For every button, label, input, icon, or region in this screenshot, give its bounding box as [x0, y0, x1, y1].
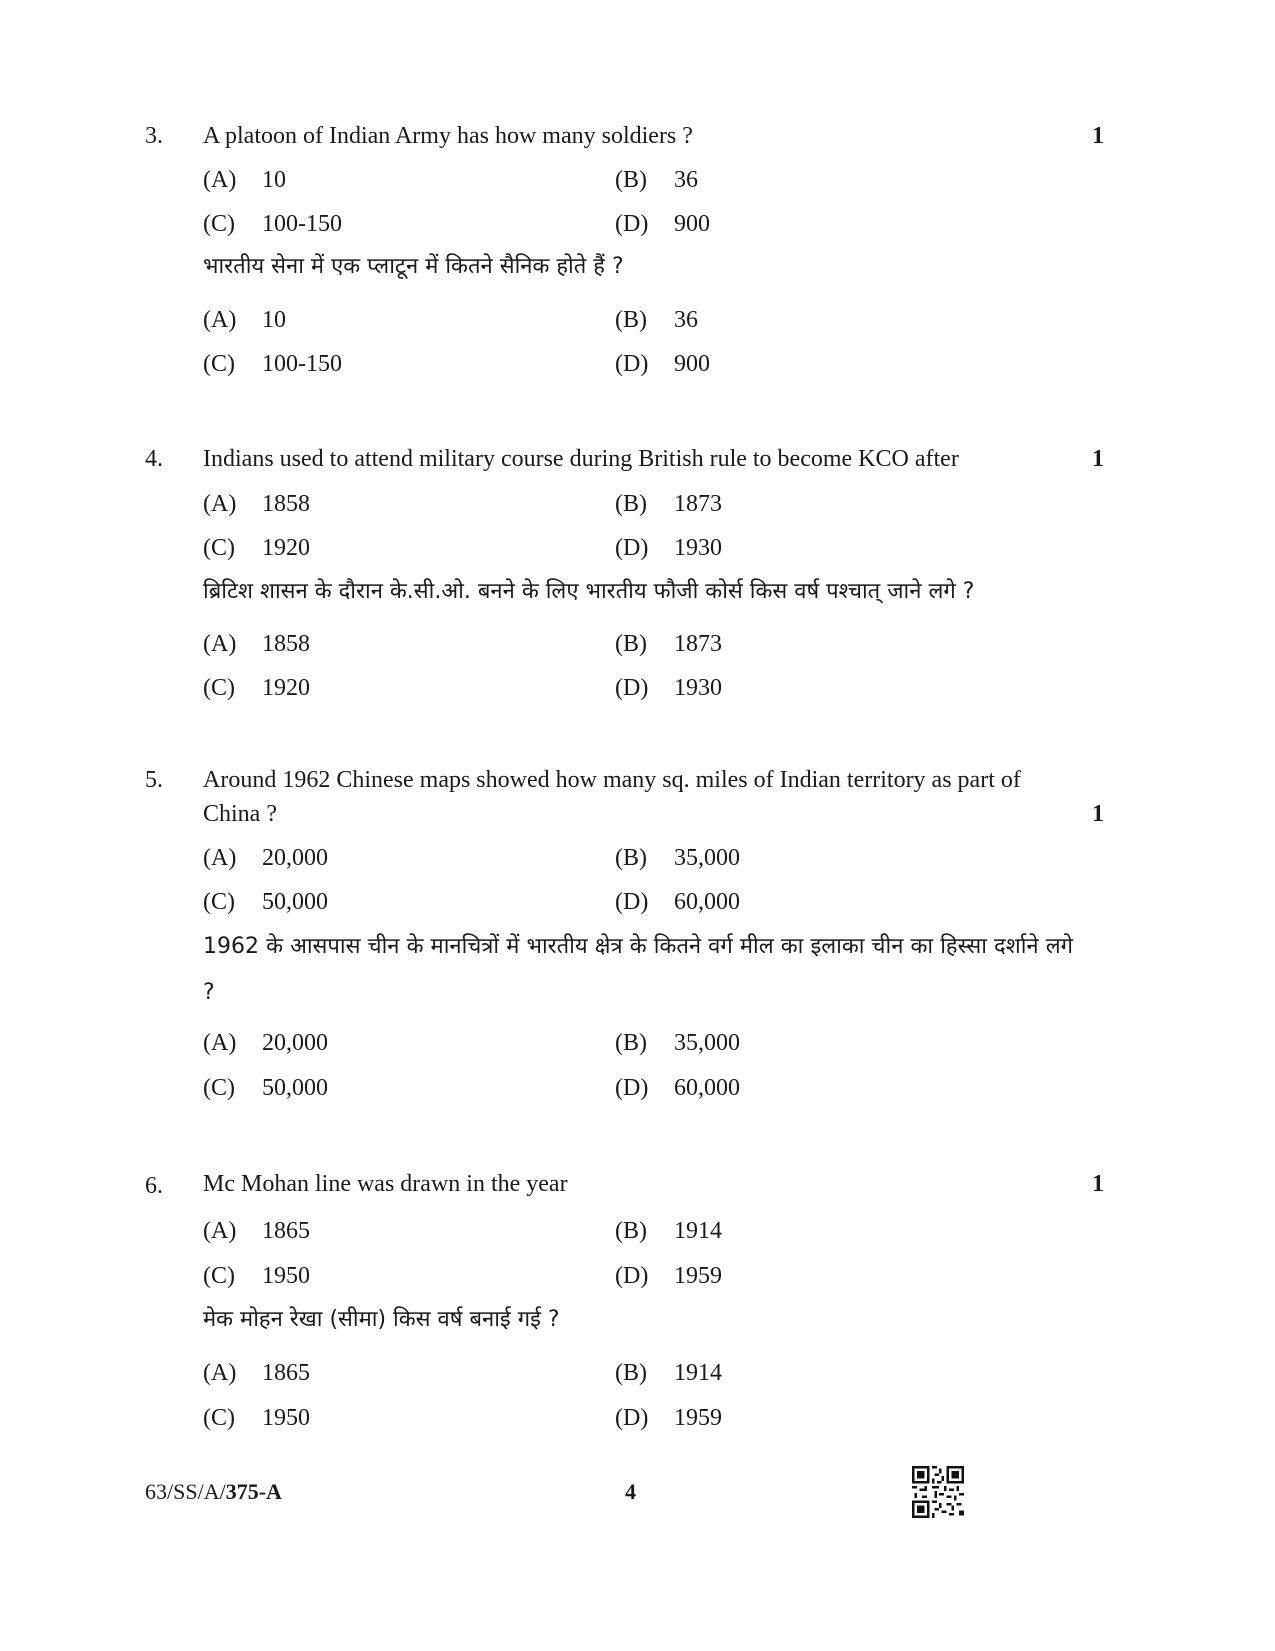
question-number: 5.: [145, 767, 163, 793]
option-value: 1920: [262, 535, 310, 561]
option-value: 1914: [674, 1360, 722, 1386]
paper-code-bold: 375-A: [225, 1479, 282, 1504]
option-label: (A): [203, 491, 237, 517]
option-value: 1873: [674, 631, 722, 657]
option-value: 1959: [674, 1405, 722, 1431]
option-label: (B): [615, 1030, 647, 1056]
qr-code-icon: [912, 1466, 964, 1518]
question-text-hindi: भारतीय सेना में एक प्लाटून में कितने सैनिक होते हैं ?: [203, 254, 624, 279]
option-label: (B): [615, 631, 647, 657]
option-label: (C): [203, 211, 235, 237]
question-text: A platoon of Indian Army has how many soldiers ?: [203, 123, 693, 149]
option-label: (D): [615, 211, 649, 237]
question-number: 6.: [145, 1173, 163, 1199]
option-value: 1865: [262, 1360, 310, 1386]
option-value: 900: [674, 211, 710, 237]
option-label: (B): [615, 845, 647, 871]
page-number: 4: [625, 1479, 636, 1504]
option-value: 35,000: [674, 1030, 740, 1056]
question-text: Indians used to attend military course during British rule to become KCO after: [203, 446, 959, 472]
option-label: (D): [615, 351, 649, 377]
option-label: (B): [615, 1360, 647, 1386]
question-text-line2: China ?: [203, 801, 277, 827]
question-number: 3.: [145, 123, 163, 149]
paper-code: [145, 1481, 282, 1503]
option-value: 60,000: [674, 1075, 740, 1101]
question-number: 4.: [145, 446, 163, 472]
option-value: 36: [674, 307, 698, 333]
option-value: 1950: [262, 1405, 310, 1431]
option-value: 50,000: [262, 1075, 328, 1101]
option-label: (C): [203, 1263, 235, 1289]
option-label: (D): [615, 1405, 649, 1431]
option-value: 100-150: [262, 211, 342, 237]
option-value: 1873: [674, 491, 722, 517]
option-value: 900: [674, 351, 710, 377]
question-text-hindi: 1962 के आसपास चीन के मानचित्रों में भारतीय क्षेत्र के कितने वर्ग मील का इलाका चीन का हिस्सा दर्शाने लगे ?: [203, 934, 1073, 1005]
option-value: 1950: [262, 1263, 310, 1289]
option-value: 20,000: [262, 1030, 328, 1056]
option-label: (B): [615, 307, 647, 333]
option-label: (A): [203, 1360, 237, 1386]
option-value: 1914: [674, 1218, 722, 1244]
option-label: (C): [203, 1405, 235, 1431]
option-label: (B): [615, 1218, 647, 1244]
option-label: (A): [203, 631, 237, 657]
option-value: 35,000: [674, 845, 740, 871]
option-label: (C): [203, 675, 235, 701]
option-value: 1959: [674, 1263, 722, 1289]
question-marks: 1: [1092, 1171, 1104, 1197]
question-text: Mc Mohan line was drawn in the year: [203, 1171, 568, 1197]
question-marks: 1: [1092, 446, 1104, 472]
question-text-hindi: मेक मोहन रेखा (सीमा) किस वर्ष बनाई गई ?: [203, 1307, 560, 1332]
option-label: (C): [203, 535, 235, 561]
option-label: (C): [203, 1075, 235, 1101]
option-label: (C): [203, 351, 235, 377]
option-value: 10: [262, 167, 286, 193]
question-marks: 1: [1092, 801, 1104, 827]
option-value: 50,000: [262, 889, 328, 915]
option-label: (D): [615, 1263, 649, 1289]
option-label: (B): [615, 491, 647, 517]
option-label: (C): [203, 889, 235, 915]
option-value: 1865: [262, 1218, 310, 1244]
option-label: (D): [615, 1075, 649, 1101]
option-label: (A): [203, 1030, 237, 1056]
option-value: 1858: [262, 491, 310, 517]
option-label: (D): [615, 675, 649, 701]
option-label: (A): [203, 167, 237, 193]
option-value: 10: [262, 307, 286, 333]
option-label: (B): [615, 167, 647, 193]
option-value: 20,000: [262, 845, 328, 871]
paper-code-prefix: 63/SS/A/: [145, 1479, 226, 1504]
option-label: (A): [203, 307, 237, 333]
option-value: 1930: [674, 535, 722, 561]
option-value: 1920: [262, 675, 310, 701]
option-label: (A): [203, 845, 237, 871]
option-value: 1858: [262, 631, 310, 657]
option-value: 60,000: [674, 889, 740, 915]
option-value: 100-150: [262, 351, 342, 377]
option-value: 1930: [674, 675, 722, 701]
option-label: (D): [615, 535, 649, 561]
question-text-line1: Around 1962 Chinese maps showed how many sq. miles of Indian territory as part of: [203, 767, 1021, 793]
option-label: (A): [203, 1218, 237, 1244]
question-text-hindi: ब्रिटिश शासन के दौरान के.सी.ओ. बनने के लिए भारतीय फौजी कोर्स किस वर्ष पश्चात् जाने लगे ?: [203, 579, 975, 604]
option-value: 36: [674, 167, 698, 193]
question-marks: 1: [1092, 123, 1104, 149]
option-label: (D): [615, 889, 649, 915]
